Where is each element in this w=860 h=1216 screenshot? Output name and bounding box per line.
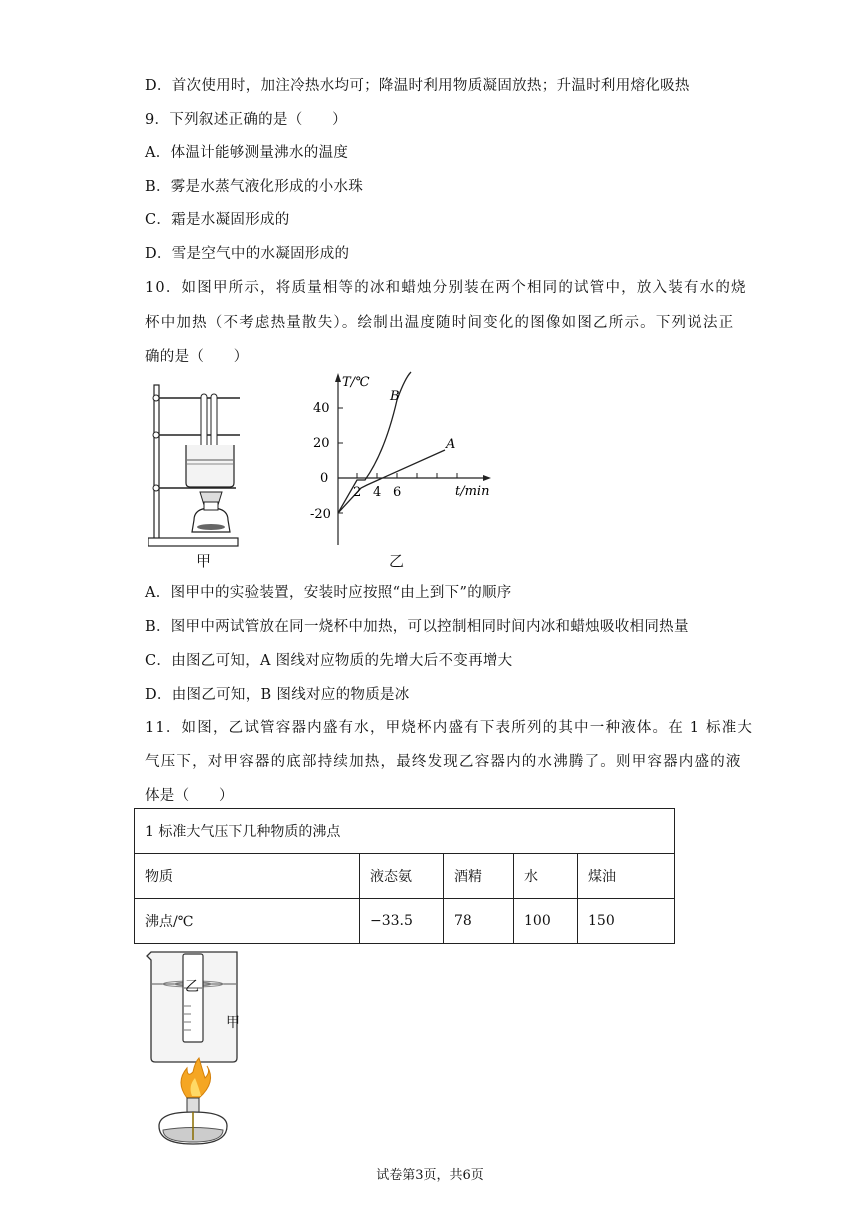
option-9d: D．雪是空气中的水凝固形成的 [145,246,350,262]
table-title: 1 标准大气压下几种物质的沸点 [135,809,675,854]
y-tick-40: 40 [313,401,330,416]
option-10c: C．由图乙可知，A 图线对应物质的先增大后不变再增大 [145,653,513,669]
y-tick-minus20: -20 [310,507,331,522]
table-cell: 78 [444,899,514,944]
boiling-point-table [134,808,675,944]
graph-x-label: t/min [455,484,490,499]
option-9c: C．霜是水凝固形成的 [145,212,290,228]
beaker-jia-label: 甲 [226,1015,241,1031]
page-footer: 试卷第3页，共6页 [376,1168,484,1183]
figure-jia-apparatus [148,380,248,570]
option-9b: B．雾是水蒸气液化形成的小水珠 [145,179,364,195]
table-header-cell: 煤油 [578,854,675,899]
table-cell: −33.5 [360,899,444,944]
table-row [135,899,675,944]
y-tick-0: 0 [320,471,329,486]
beaker-tube-yi-label: 乙 [185,979,200,995]
question-11-line2: 气压下，对甲容器的底部持续加热，最终发现乙容器内的水沸腾了。则甲容器内盛的液 [145,754,742,770]
table-header-cell: 液态氨 [360,854,444,899]
table-cell: 100 [514,899,578,944]
x-tick-2: 2 [353,485,362,500]
question-11-line1: 11．如图，乙试管容器内盛有水，甲烧杯内盛有下表所列的其中一种液体。在 1 标准大 [145,720,754,736]
option-10a: A．图甲中的实验装置，安装时应按照“由上到下”的顺序 [145,585,512,601]
table-title-row [135,809,675,854]
question-10-line1: 10．如图甲所示，将质量相等的冰和蜡烛分别装在两个相同的试管中，放入装有水的烧 [145,280,747,296]
x-tick-4: 4 [373,485,382,500]
figure-yi-caption: 乙 [389,552,405,570]
question-9: 9．下列叙述正确的是（ ） [145,112,347,128]
table-header-row [135,854,675,899]
line-q8d: D．首次使用时，加注冷热水均可；降温时利用物质凝固放热；升温时利用熔化吸热 [145,78,690,94]
figure-yi-graph [305,370,505,550]
question-10-line3: 确的是（ ） [145,349,249,365]
figure-jia-caption: 甲 [196,552,212,570]
table-cell: 150 [578,899,675,944]
x-tick-6: 6 [393,485,402,500]
option-10d: D．由图乙可知，B 图线对应的物质是冰 [145,687,410,703]
question-10-line2: 杯中加热（不考虑热量散失）。绘制出温度随时间变化的图像如图乙所示。下列说法正 [145,315,735,331]
curve-a-label: A [446,437,456,452]
option-9a: A．体温计能够测量沸水的温度 [145,145,349,161]
graph-y-label: T/℃ [342,375,370,390]
table-header-cell: 水 [514,854,578,899]
table-header-cell: 酒精 [444,854,514,899]
table-header-cell: 物质 [135,854,360,899]
question-11-line3: 体是（ ） [145,788,234,804]
table-cell: 沸点/℃ [135,899,360,944]
option-10b: B．图甲中两试管放在同一烧杯中加热，可以控制相同时间内冰和蜡烛吸收相同热量 [145,619,689,635]
curve-b-label: B [390,389,400,404]
y-tick-20: 20 [313,436,330,451]
